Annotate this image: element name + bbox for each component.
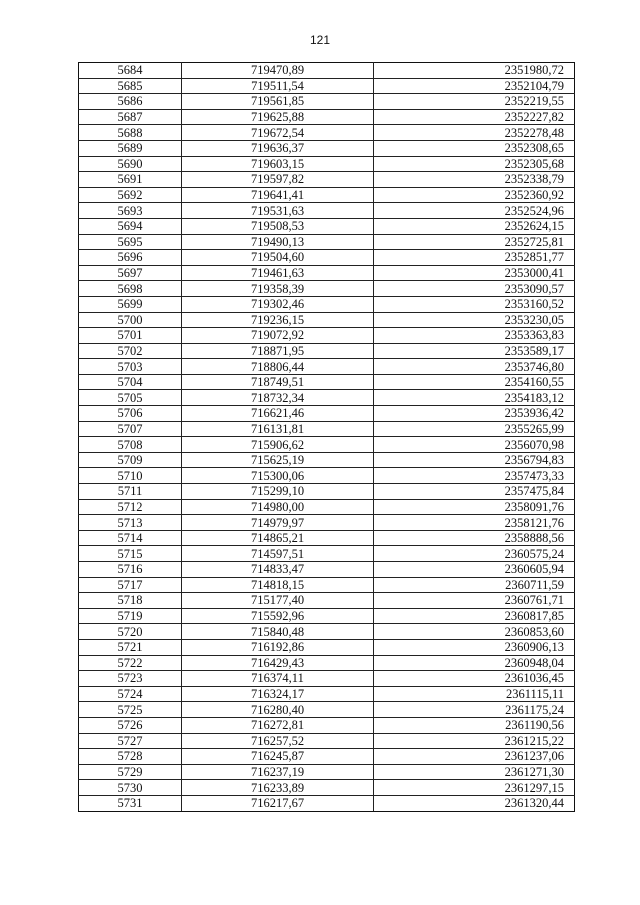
table-row — [79, 187, 575, 203]
y-coordinate-cell: 2352624,15 — [374, 218, 575, 234]
y-coordinate-cell: 2353589,17 — [374, 343, 575, 359]
table-row — [79, 296, 575, 312]
table-row — [79, 312, 575, 328]
x-coordinate-cell: 714980,00 — [182, 499, 374, 515]
table-row — [79, 733, 575, 749]
x-coordinate-cell: 715625,19 — [182, 452, 374, 468]
point-number-cell: 5709 — [79, 452, 182, 468]
point-number-cell: 5727 — [79, 733, 182, 749]
y-coordinate-cell: 2352305,68 — [374, 156, 575, 172]
x-coordinate-cell: 715300,06 — [182, 468, 374, 484]
y-coordinate-cell: 2361190,56 — [374, 717, 575, 733]
y-coordinate-cell: 2352219,55 — [374, 94, 575, 110]
y-coordinate-cell: 2353936,42 — [374, 406, 575, 422]
x-coordinate-cell: 716217,67 — [182, 795, 374, 811]
y-coordinate-cell: 2360761,71 — [374, 593, 575, 609]
point-number-cell: 5725 — [79, 702, 182, 718]
y-coordinate-cell: 2361237,06 — [374, 749, 575, 765]
x-coordinate-cell: 716245,87 — [182, 749, 374, 765]
y-coordinate-cell: 2352524,96 — [374, 203, 575, 219]
x-coordinate-cell: 714833,47 — [182, 562, 374, 578]
point-number-cell: 5699 — [79, 296, 182, 312]
table-row — [79, 452, 575, 468]
x-coordinate-cell: 719302,46 — [182, 296, 374, 312]
y-coordinate-cell: 2352851,77 — [374, 250, 575, 266]
point-number-cell: 5716 — [79, 562, 182, 578]
x-coordinate-cell: 719597,82 — [182, 172, 374, 188]
table-row — [79, 795, 575, 811]
x-coordinate-cell: 714597,51 — [182, 546, 374, 562]
point-number-cell: 5723 — [79, 671, 182, 687]
x-coordinate-cell: 719461,63 — [182, 265, 374, 281]
x-coordinate-cell: 719236,15 — [182, 312, 374, 328]
table-row — [79, 530, 575, 546]
x-coordinate-cell: 719625,88 — [182, 109, 374, 125]
y-coordinate-cell: 2353000,41 — [374, 265, 575, 281]
table-row — [79, 437, 575, 453]
x-coordinate-cell: 716280,40 — [182, 702, 374, 718]
y-coordinate-cell: 2353090,57 — [374, 281, 575, 297]
point-number-cell: 5706 — [79, 406, 182, 422]
x-coordinate-cell: 719504,60 — [182, 250, 374, 266]
x-coordinate-cell: 714979,97 — [182, 515, 374, 531]
y-coordinate-cell: 2353363,83 — [374, 328, 575, 344]
coordinates-table — [78, 62, 575, 812]
x-coordinate-cell: 719531,63 — [182, 203, 374, 219]
table-row — [79, 406, 575, 422]
point-number-cell: 5721 — [79, 639, 182, 655]
point-number-cell: 5730 — [79, 780, 182, 796]
y-coordinate-cell: 2360817,85 — [374, 608, 575, 624]
x-coordinate-cell: 719641,41 — [182, 187, 374, 203]
x-coordinate-cell: 719636,37 — [182, 140, 374, 156]
y-coordinate-cell: 2353230,05 — [374, 312, 575, 328]
x-coordinate-cell: 718749,51 — [182, 374, 374, 390]
table-row — [79, 94, 575, 110]
y-coordinate-cell: 2355265,99 — [374, 421, 575, 437]
x-coordinate-cell: 715299,10 — [182, 484, 374, 500]
x-coordinate-cell: 719672,54 — [182, 125, 374, 141]
y-coordinate-cell: 2356794,83 — [374, 452, 575, 468]
y-coordinate-cell: 2352338,79 — [374, 172, 575, 188]
table-row — [79, 218, 575, 234]
point-number-cell: 5724 — [79, 686, 182, 702]
y-coordinate-cell: 2352104,79 — [374, 78, 575, 94]
x-coordinate-cell: 716429,43 — [182, 655, 374, 671]
point-number-cell: 5687 — [79, 109, 182, 125]
point-number-cell: 5691 — [79, 172, 182, 188]
point-number-cell: 5704 — [79, 374, 182, 390]
x-coordinate-cell: 718806,44 — [182, 359, 374, 375]
y-coordinate-cell: 2354160,55 — [374, 374, 575, 390]
table-row — [79, 63, 575, 79]
x-coordinate-cell: 715906,62 — [182, 437, 374, 453]
point-number-cell: 5696 — [79, 250, 182, 266]
x-coordinate-cell: 718732,34 — [182, 390, 374, 406]
point-number-cell: 5717 — [79, 577, 182, 593]
table-row — [79, 140, 575, 156]
x-coordinate-cell: 716374,11 — [182, 671, 374, 687]
table-row — [79, 655, 575, 671]
y-coordinate-cell: 2357473,33 — [374, 468, 575, 484]
y-coordinate-cell: 2352308,65 — [374, 140, 575, 156]
point-number-cell: 5720 — [79, 624, 182, 640]
point-number-cell: 5713 — [79, 515, 182, 531]
point-number-cell: 5714 — [79, 530, 182, 546]
point-number-cell: 5710 — [79, 468, 182, 484]
table-row — [79, 686, 575, 702]
point-number-cell: 5700 — [79, 312, 182, 328]
table-row — [79, 468, 575, 484]
table-row — [79, 156, 575, 172]
point-number-cell: 5712 — [79, 499, 182, 515]
x-coordinate-cell: 716621,46 — [182, 406, 374, 422]
y-coordinate-cell: 2357475,84 — [374, 484, 575, 500]
x-coordinate-cell: 716192,86 — [182, 639, 374, 655]
table-row — [79, 546, 575, 562]
point-number-cell: 5695 — [79, 234, 182, 250]
y-coordinate-cell: 2360853,60 — [374, 624, 575, 640]
table-row — [79, 250, 575, 266]
x-coordinate-cell: 719490,13 — [182, 234, 374, 250]
point-number-cell: 5697 — [79, 265, 182, 281]
point-number-cell: 5685 — [79, 78, 182, 94]
table-row — [79, 515, 575, 531]
x-coordinate-cell: 719072,92 — [182, 328, 374, 344]
table-row — [79, 717, 575, 733]
y-coordinate-cell: 2352360,92 — [374, 187, 575, 203]
x-coordinate-cell: 716233,89 — [182, 780, 374, 796]
point-number-cell: 5689 — [79, 140, 182, 156]
point-number-cell: 5705 — [79, 390, 182, 406]
x-coordinate-cell: 719511,54 — [182, 78, 374, 94]
point-number-cell: 5722 — [79, 655, 182, 671]
table-row — [79, 577, 575, 593]
y-coordinate-cell: 2352227,82 — [374, 109, 575, 125]
y-coordinate-cell: 2361175,24 — [374, 702, 575, 718]
x-coordinate-cell: 714865,21 — [182, 530, 374, 546]
point-number-cell: 5686 — [79, 94, 182, 110]
point-number-cell: 5702 — [79, 343, 182, 359]
y-coordinate-cell: 2354183,12 — [374, 390, 575, 406]
table-row — [79, 359, 575, 375]
point-number-cell: 5719 — [79, 608, 182, 624]
x-coordinate-cell: 719603,15 — [182, 156, 374, 172]
table-row — [79, 780, 575, 796]
x-coordinate-cell: 716324,17 — [182, 686, 374, 702]
x-coordinate-cell: 716131,81 — [182, 421, 374, 437]
table-row — [79, 608, 575, 624]
table-row — [79, 78, 575, 94]
table-row — [79, 390, 575, 406]
table-row — [79, 374, 575, 390]
x-coordinate-cell: 716272,81 — [182, 717, 374, 733]
page-number: 121 — [309, 33, 331, 47]
table-row — [79, 125, 575, 141]
table-row — [79, 562, 575, 578]
y-coordinate-cell: 2356070,98 — [374, 437, 575, 453]
table-row — [79, 265, 575, 281]
point-number-cell: 5729 — [79, 764, 182, 780]
y-coordinate-cell: 2360575,24 — [374, 546, 575, 562]
table-row — [79, 203, 575, 219]
y-coordinate-cell: 2358888,56 — [374, 530, 575, 546]
table-row — [79, 234, 575, 250]
y-coordinate-cell: 2358091,76 — [374, 499, 575, 515]
x-coordinate-cell: 716257,52 — [182, 733, 374, 749]
table-row — [79, 593, 575, 609]
y-coordinate-cell: 2361215,22 — [374, 733, 575, 749]
y-coordinate-cell: 2353746,80 — [374, 359, 575, 375]
point-number-cell: 5728 — [79, 749, 182, 765]
y-coordinate-cell: 2360948,04 — [374, 655, 575, 671]
point-number-cell: 5694 — [79, 218, 182, 234]
point-number-cell: 5703 — [79, 359, 182, 375]
y-coordinate-cell: 2361115,11 — [374, 686, 575, 702]
table-row — [79, 749, 575, 765]
table-row — [79, 764, 575, 780]
table-row — [79, 328, 575, 344]
x-coordinate-cell: 719561,85 — [182, 94, 374, 110]
x-coordinate-cell: 719470,89 — [182, 63, 374, 79]
x-coordinate-cell: 715840,48 — [182, 624, 374, 640]
x-coordinate-cell: 716237,19 — [182, 764, 374, 780]
point-number-cell: 5726 — [79, 717, 182, 733]
y-coordinate-cell: 2353160,52 — [374, 296, 575, 312]
point-number-cell: 5692 — [79, 187, 182, 203]
point-number-cell: 5690 — [79, 156, 182, 172]
table-row — [79, 702, 575, 718]
x-coordinate-cell: 719358,39 — [182, 281, 374, 297]
y-coordinate-cell: 2352278,48 — [374, 125, 575, 141]
table-row — [79, 281, 575, 297]
point-number-cell: 5701 — [79, 328, 182, 344]
y-coordinate-cell: 2361036,45 — [374, 671, 575, 687]
table-row — [79, 671, 575, 687]
point-number-cell: 5698 — [79, 281, 182, 297]
x-coordinate-cell: 715177,40 — [182, 593, 374, 609]
y-coordinate-cell: 2360711,59 — [374, 577, 575, 593]
point-number-cell: 5693 — [79, 203, 182, 219]
coordinates-table-body — [79, 63, 575, 812]
y-coordinate-cell: 2360906,13 — [374, 639, 575, 655]
point-number-cell: 5718 — [79, 593, 182, 609]
y-coordinate-cell: 2352725,81 — [374, 234, 575, 250]
x-coordinate-cell: 715592,96 — [182, 608, 374, 624]
point-number-cell: 5684 — [79, 63, 182, 79]
x-coordinate-cell: 714818,15 — [182, 577, 374, 593]
point-number-cell: 5708 — [79, 437, 182, 453]
point-number-cell: 5707 — [79, 421, 182, 437]
table-row — [79, 421, 575, 437]
table-row — [79, 343, 575, 359]
table-row — [79, 624, 575, 640]
y-coordinate-cell: 2351980,72 — [374, 63, 575, 79]
table-row — [79, 109, 575, 125]
y-coordinate-cell: 2361320,44 — [374, 795, 575, 811]
table-row — [79, 172, 575, 188]
point-number-cell: 5688 — [79, 125, 182, 141]
point-number-cell: 5731 — [79, 795, 182, 811]
table-row — [79, 499, 575, 515]
y-coordinate-cell: 2361297,15 — [374, 780, 575, 796]
point-number-cell: 5711 — [79, 484, 182, 500]
point-number-cell: 5715 — [79, 546, 182, 562]
y-coordinate-cell: 2358121,76 — [374, 515, 575, 531]
y-coordinate-cell: 2361271,30 — [374, 764, 575, 780]
x-coordinate-cell: 719508,53 — [182, 218, 374, 234]
table-row — [79, 484, 575, 500]
x-coordinate-cell: 718871,95 — [182, 343, 374, 359]
table-row — [79, 639, 575, 655]
y-coordinate-cell: 2360605,94 — [374, 562, 575, 578]
